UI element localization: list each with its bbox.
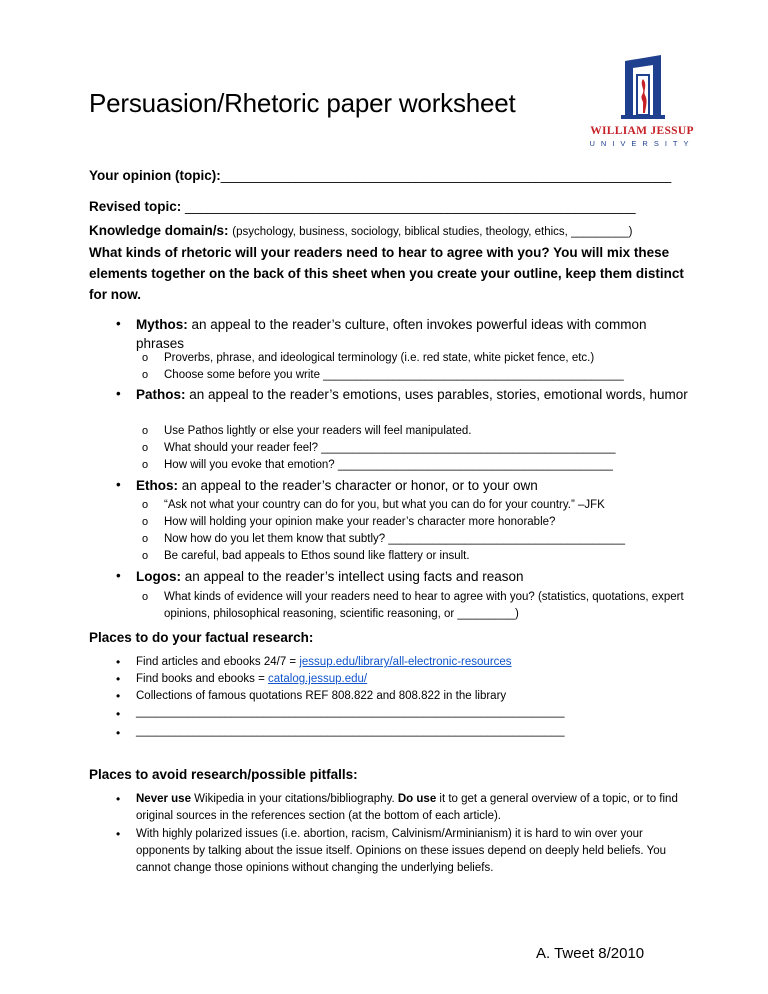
opinion-field[interactable] bbox=[89, 168, 671, 183]
sub-bullet-icon: o bbox=[142, 459, 149, 471]
electronic-resources-link[interactable]: jessup.edu/library/all-electronic-resources bbox=[299, 656, 512, 668]
page-title: Persuasion/Rhetoric paper worksheet bbox=[89, 88, 516, 118]
revised-topic-blank: ____________________________________________________________ bbox=[185, 199, 636, 214]
appeal-item: Be careful, bad appeals to Ethos sound like flattery or insult. bbox=[164, 550, 470, 562]
rhetoric-question: What kinds of rhetoric will your readers need to hear to agree with you? You will mix these elements together on the back of this sheet when you create your outline, keep them distinct for now. bbox=[89, 245, 684, 302]
sub-bullet-icon: o bbox=[142, 591, 149, 603]
logo-subtitle: UNIVERSITY bbox=[589, 139, 695, 148]
knowledge-domain-label: Knowledge domain/s: bbox=[89, 223, 229, 238]
bullet-icon: • bbox=[116, 672, 121, 686]
pitfall-text: it to get a general overview of a topic, or to find original sources in the references section (at the bottom of each article). bbox=[136, 793, 678, 822]
author-date-footer: A. Tweet 8/2010 bbox=[536, 945, 645, 962]
appeal-description: an appeal to the reader’s intellect using facts and reason bbox=[181, 569, 524, 584]
appeal-term: Pathos: bbox=[136, 387, 186, 402]
appeal-item[interactable]: What should your reader feel? ______________________________________________ bbox=[164, 442, 616, 454]
appeal-item[interactable]: How will you evoke that emotion? ___________________________________________ bbox=[164, 459, 613, 471]
bullet-icon: • bbox=[116, 726, 121, 740]
appeal-term: Logos: bbox=[136, 569, 181, 584]
research-heading: Places to do your factual research: bbox=[89, 630, 314, 645]
bullet-icon: • bbox=[116, 477, 121, 492]
sub-bullet-icon: o bbox=[142, 499, 149, 511]
appeal-item: “Ask not what your country can do for you, but what you can do for your country.” –JFK bbox=[164, 499, 605, 511]
appeal-ethos bbox=[136, 476, 696, 495]
bullet-icon: • bbox=[116, 792, 121, 806]
pitfall-text: Wikipedia in your citations/bibliography. bbox=[190, 793, 398, 805]
sub-bullet-icon: o bbox=[142, 516, 149, 528]
appeal-pathos bbox=[136, 385, 696, 404]
sub-bullet-icon: o bbox=[142, 533, 149, 545]
research-item-quotations: Collections of famous quotations REF 808.822 and 808.822 in the library bbox=[136, 690, 507, 702]
pitfalls-heading: Places to avoid research/possible pitfalls: bbox=[89, 767, 358, 782]
research-item-articles bbox=[136, 654, 696, 671]
knowledge-domain-options: (psychology, business, sociology, biblical studies, theology, ethics, _________) bbox=[232, 226, 633, 238]
pitfall-polarized-issues: With highly polarized issues (i.e. abortion, racism, Calvinism/Arminianism) it is hard to win over your opponents by talking about the issue itself. Opinions on these issues depend on deeply held beliefs. You cannot change those opinions without changing the underlying beliefs. bbox=[136, 828, 667, 874]
appeal-mythos bbox=[136, 315, 696, 353]
research-blank-line[interactable]: ___________________________________________________________________ bbox=[136, 706, 565, 718]
appeal-item[interactable]: Now how do you let them know that subtly? _____________________________________ bbox=[164, 533, 626, 545]
research-item-books bbox=[136, 671, 696, 688]
emphasis-do-use: Do use bbox=[397, 793, 437, 805]
bullet-icon: • bbox=[116, 655, 121, 669]
appeal-description: an appeal to the reader’s culture, often invokes powerful ideas with common phrases bbox=[136, 317, 647, 351]
appeal-term: Mythos: bbox=[136, 317, 188, 332]
appeal-item[interactable]: What kinds of evidence will your readers need to hear to agree with you? (statistics, quotations, expert opinions, philosophical reasoning, scientific reasoning, or _________) bbox=[164, 591, 684, 620]
appeal-item[interactable]: Choose some before you write _______________________________________________ bbox=[164, 369, 624, 381]
bullet-icon: • bbox=[116, 689, 121, 703]
sub-bullet-icon: o bbox=[142, 550, 149, 562]
revised-topic-field[interactable] bbox=[89, 199, 636, 214]
appeal-description: an appeal to the reader’s emotions, uses parables, stories, emotional words, humor bbox=[185, 387, 688, 402]
bullet-icon: • bbox=[116, 707, 121, 721]
sub-bullet-icon: o bbox=[142, 442, 149, 454]
bullet-icon: • bbox=[116, 568, 121, 583]
bullet-icon: • bbox=[116, 386, 121, 401]
research-item-text: Find books and ebooks = bbox=[136, 673, 269, 685]
pitfall-wikipedia bbox=[136, 791, 696, 825]
appeal-item: How will holding your opinion make your reader’s character more honorable? bbox=[164, 516, 556, 528]
catalog-link[interactable]: catalog.jessup.edu/ bbox=[268, 673, 368, 685]
appeal-term: Ethos: bbox=[136, 478, 178, 493]
revised-topic-label: Revised topic: bbox=[89, 199, 182, 214]
opinion-label: Your opinion (topic): bbox=[89, 168, 221, 183]
bullet-icon: • bbox=[116, 316, 121, 331]
sub-bullet-icon: o bbox=[142, 425, 149, 437]
appeal-item: Proverbs, phrase, and ideological terminology (i.e. red state, white picket fence, etc.) bbox=[164, 352, 595, 364]
opinion-blank: ____________________________________________________________ bbox=[220, 168, 672, 183]
appeal-item: Use Pathos lightly or else your readers will feel manipulated. bbox=[164, 425, 472, 437]
research-blank-line[interactable]: ___________________________________________________________________ bbox=[136, 725, 565, 737]
knowledge-domain-field[interactable] bbox=[89, 223, 632, 238]
research-item-text: Find articles and ebooks 24/7 = bbox=[136, 656, 300, 668]
sub-bullet-icon: o bbox=[142, 369, 149, 381]
appeal-description: an appeal to the reader’s character or honor, or to your own bbox=[178, 478, 538, 493]
emphasis-never-use: Never use bbox=[136, 793, 191, 805]
appeal-logos bbox=[136, 567, 696, 586]
university-logo bbox=[583, 55, 701, 155]
logo-name: WILLIAM JESSUP bbox=[590, 125, 694, 137]
sub-bullet-icon: o bbox=[142, 352, 149, 364]
bullet-icon: • bbox=[116, 827, 121, 841]
logo-mark-icon bbox=[617, 55, 667, 123]
